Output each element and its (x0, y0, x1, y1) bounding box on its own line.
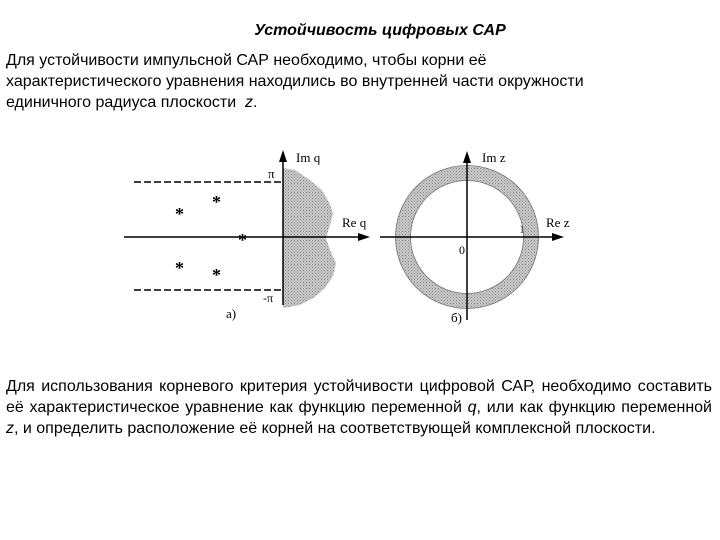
criterion-text-2: , или как функцию переменной (476, 399, 712, 416)
origin-label: 0 (459, 243, 465, 257)
im-z-arrow (463, 151, 471, 163)
intro-line-2: характеристического уравнения находились во внутренней части окружности (6, 73, 584, 90)
criterion-text-3: , и определить расположение её корней на соответствующей комплексной плоскости. (14, 420, 656, 437)
pi-label: π (268, 166, 275, 181)
criterion-paragraph (6, 376, 712, 439)
root-marker: * (212, 192, 221, 212)
criterion-text-1: Для использования корневого критерия устойчивости цифровой САР, необходимо составить её характеристическое уравнение как функцию переменной (6, 378, 712, 416)
re-z-arrow (552, 233, 564, 241)
re-q-label: Re q (342, 215, 367, 230)
im-q-label: Im q (296, 150, 321, 165)
caption-a: а) (226, 306, 237, 321)
re-q-arrow (358, 233, 370, 241)
root-marker: * (238, 230, 247, 250)
root-marker: * (175, 258, 184, 278)
intro-variable-z: z (245, 94, 254, 111)
caption-b: б) (451, 310, 462, 325)
root-marker: * (212, 265, 221, 285)
slide-title: Устойчивость цифровых САР (254, 22, 506, 39)
im-q-arrow (279, 150, 287, 162)
unit-label: 1 (519, 222, 525, 236)
intro-line-3-end: . (253, 94, 258, 111)
re-z-label: Re z (546, 215, 570, 230)
root-marker: * (175, 204, 184, 224)
criterion-variable-q: q (467, 399, 477, 416)
neg-pi-label: -π (263, 291, 274, 305)
criterion-variable-z: z (6, 420, 14, 437)
intro-line-3-text: единичного радиуса плоскости (6, 94, 237, 111)
stable-region-q (283, 168, 336, 308)
q-plane-diagram (124, 150, 370, 321)
z-plane-diagram (380, 150, 570, 325)
im-z-label: Im z (482, 150, 506, 165)
intro-line-1: Для устойчивости импульсной САР необходимо, чтобы корни её (6, 52, 487, 69)
